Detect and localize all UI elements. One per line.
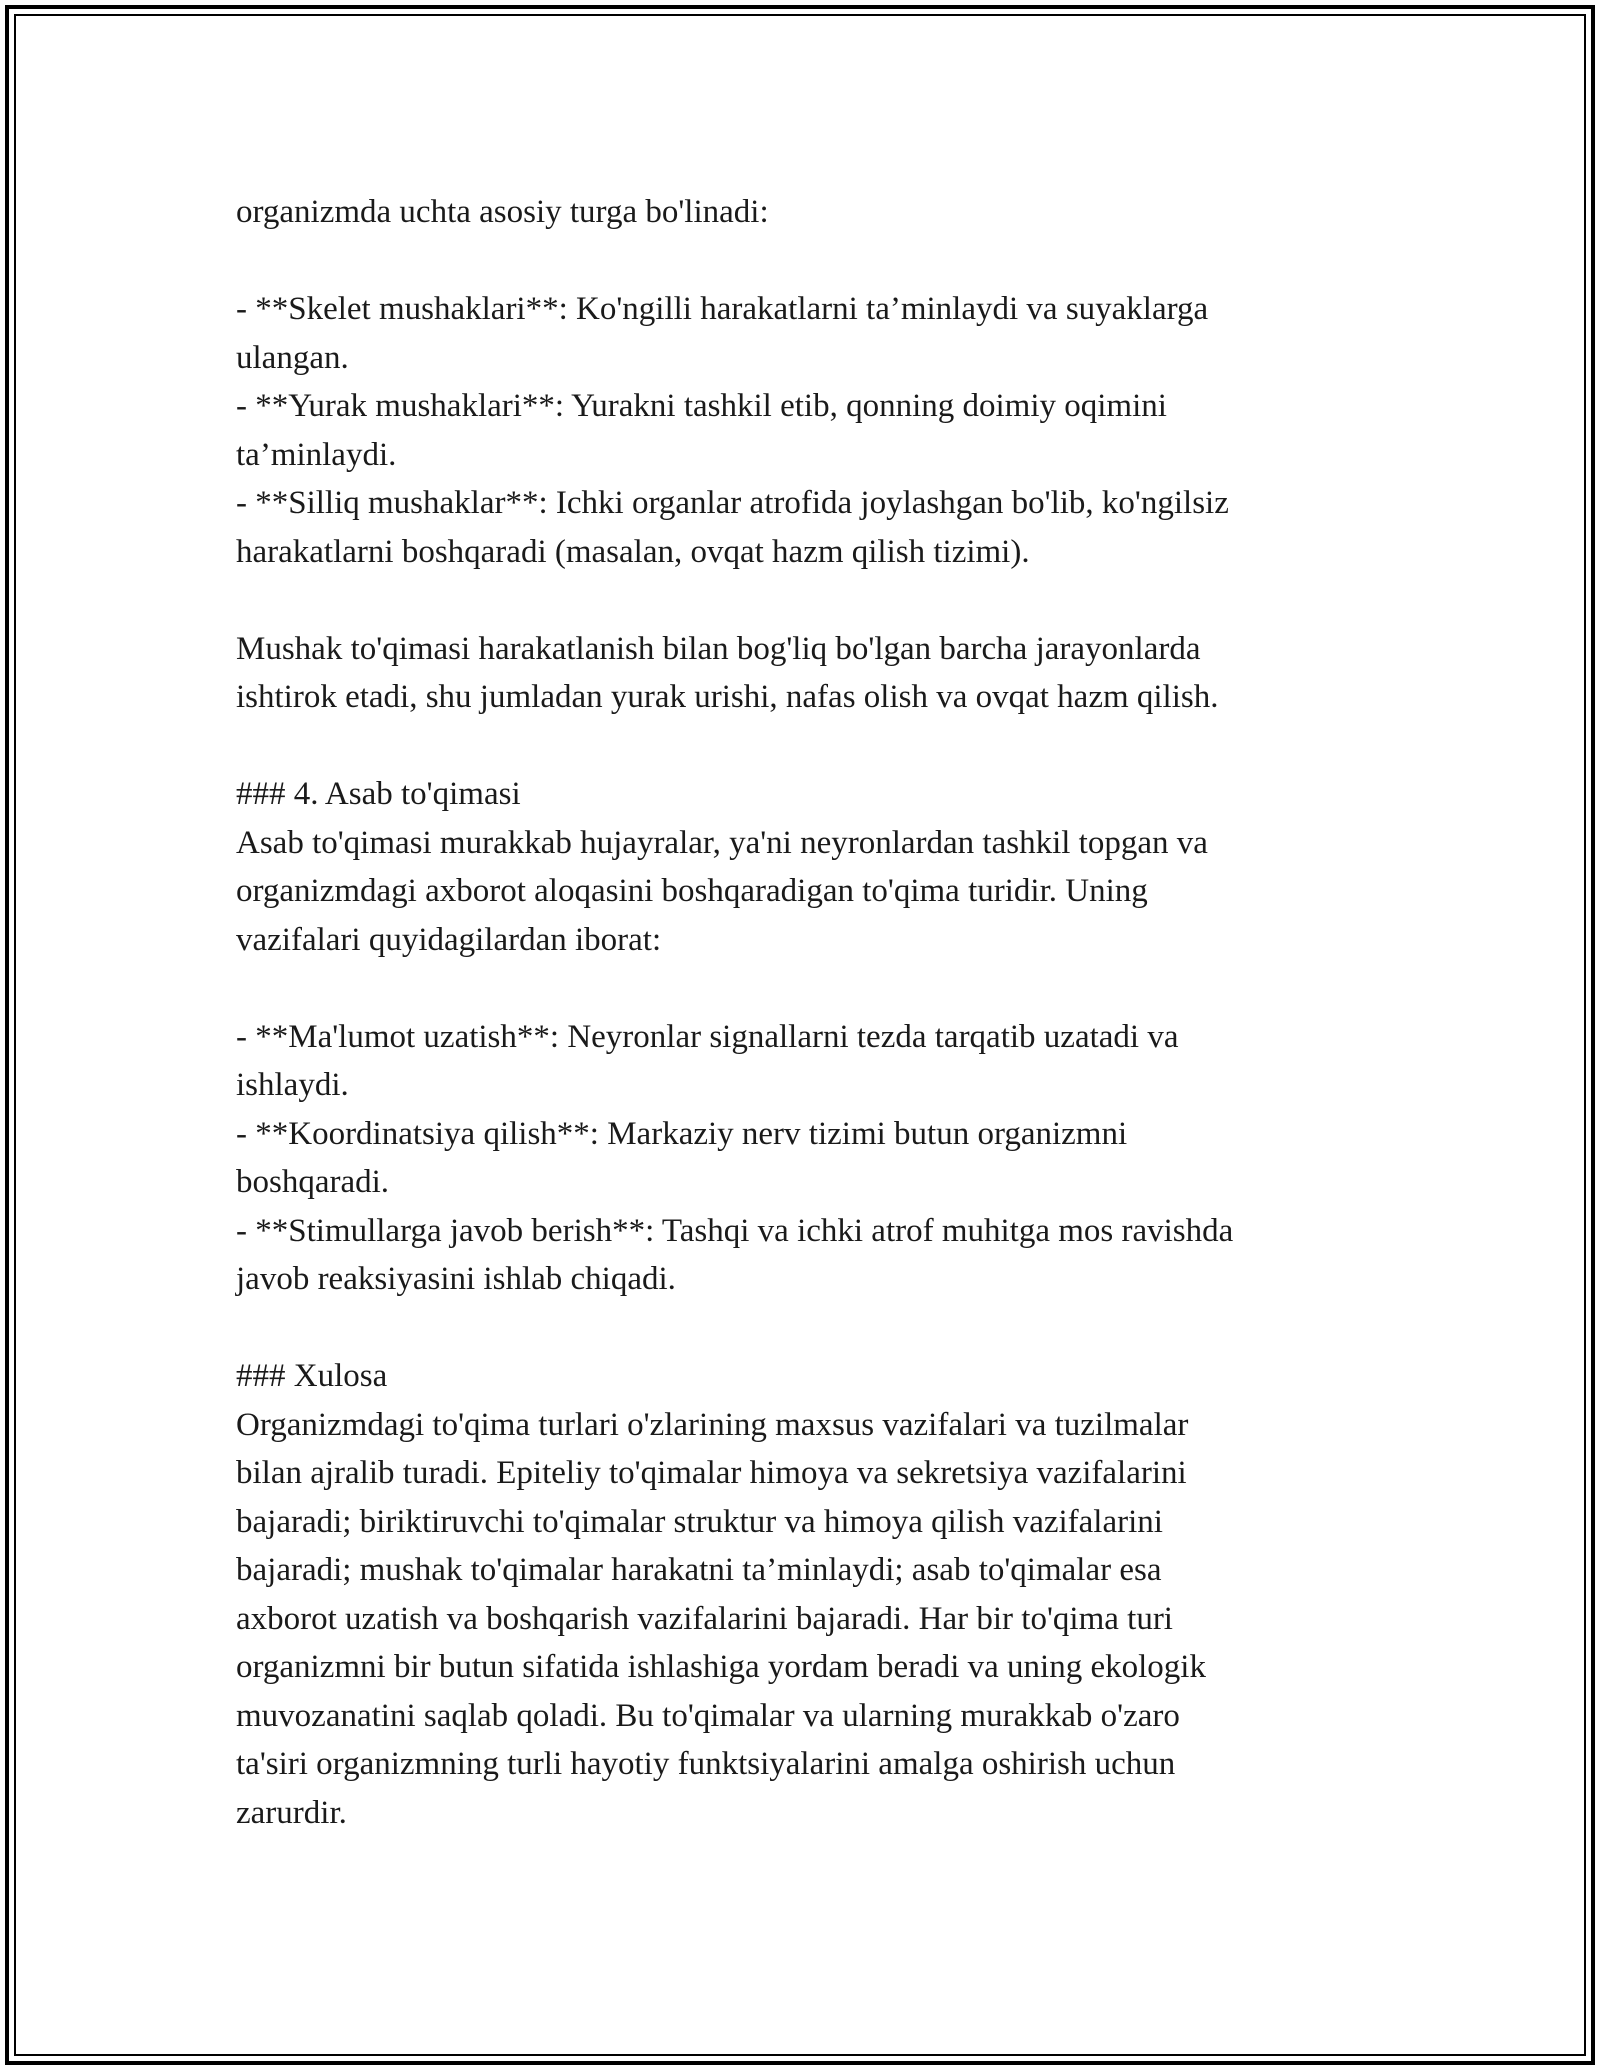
paragraph-gap <box>236 964 1366 1013</box>
section-heading: ### 4. Asab to'qimasi <box>236 776 521 812</box>
list-item-line: ta’minlaydi. <box>236 436 397 473</box>
list-item-line: boshqaradi. <box>236 1164 390 1200</box>
list-item-line: - **Ma'lumot uzatish**: Neyronlar signallarni tezda tarqatib uzatadi va <box>236 1018 1179 1055</box>
section-asab <box>236 770 1366 964</box>
paragraph-line: vazifalari quyidagilardan iborat: <box>236 921 662 958</box>
list-item-line: harakatlarni boshqaradi (masalan, ovqat hazm qilish tizimi). <box>236 533 1030 570</box>
list-item-line: - **Yurak mushaklari**: Yurakni tashkil etib, qonning doimiy oqimini <box>236 388 1167 424</box>
muscle-types-list <box>236 285 1366 576</box>
paragraph-line: axborot uzatish va boshqarish vazifalarini bajaradi. Har bir to'qima turi <box>236 1600 1173 1637</box>
muscle-summary-paragraph <box>236 625 1366 722</box>
paragraph-gap <box>236 576 1366 625</box>
list-item-stimullar <box>236 1207 1366 1304</box>
paragraph-line: muvozanatini saqlab qoladi. Bu to'qimalar va ularning murakkab o'zaro <box>236 1697 1180 1734</box>
section-heading: ### Xulosa <box>236 1358 388 1394</box>
paragraph-line: ta'siri organizmning turli hayotiy funktsiyalarini amalga oshirish uchun <box>236 1746 1176 1782</box>
list-item-malumot <box>236 1013 1366 1110</box>
intro-paragraph <box>236 188 1366 237</box>
paragraph-gap <box>236 237 1366 286</box>
list-item-silliq <box>236 479 1366 576</box>
list-item-line: ulangan. <box>236 339 349 376</box>
paragraph-line: bajaradi; biriktiruvchi to'qimalar struktur va himoya qilish vazifalarini <box>236 1503 1163 1540</box>
list-item-line: - **Koordinatsiya qilish**: Markaziy nerv tizimi butun organizmni <box>236 1115 1128 1152</box>
list-item-yurak <box>236 382 1366 479</box>
list-item-skelet <box>236 285 1366 382</box>
list-item-koordinatsiya <box>236 1110 1366 1207</box>
paragraph-line: organizmni bir butun sifatida ishlashiga yordam beradi va uning ekologik <box>236 1649 1206 1685</box>
paragraph-line: bilan ajralib turadi. Epiteliy to'qimalar himoya va sekretsiya vazifalarini <box>236 1455 1187 1491</box>
list-item-line: - **Stimullarga javob berish**: Tashqi va ichki atrof muhitga mos ravishda <box>236 1212 1234 1249</box>
paragraph-line: Asab to'qimasi murakkab hujayralar, ya'ni neyronlardan tashkil topgan va <box>236 824 1208 861</box>
list-item-line: - **Silliq mushaklar**: Ichki organlar atrofida joylashgan bo'lib, ko'ngilsiz <box>236 485 1229 521</box>
list-item-line: javob reaksiyasini ishlab chiqadi. <box>236 1261 676 1297</box>
list-item-line: - **Skelet mushaklari**: Ko'ngilli harakatlarni ta’minlaydi va suyaklarga <box>236 291 1209 327</box>
intro-line: organizmda uchta asosiy turga bo'linadi: <box>236 194 769 230</box>
paragraph-line: bajaradi; mushak to'qimalar harakatni ta’minlaydi; asab to'qimalar esa <box>236 1552 1162 1588</box>
nerve-functions-list <box>236 1013 1366 1304</box>
paragraph-line: Organizmdagi to'qima turlari o'zlarining maxsus vazifalari va tuzilmalar <box>236 1406 1189 1443</box>
paragraph-line: zarurdir. <box>236 1794 347 1831</box>
paragraph-line: ishtirok etadi, shu jumladan yurak urishi, nafas olish va ovqat hazm qilish. <box>236 679 1219 715</box>
list-item-line: ishlaydi. <box>236 1067 349 1103</box>
section-xulosa <box>236 1352 1366 1837</box>
paragraph-gap <box>236 722 1366 771</box>
paragraph-gap <box>236 1304 1366 1353</box>
document-body <box>236 188 1366 1837</box>
paragraph-line: organizmdagi axborot aloqasini boshqaradigan to'qima turidir. Uning <box>236 873 1148 909</box>
paragraph-line: Mushak to'qimasi harakatlanish bilan bog'liq bo'lgan barcha jarayonlarda <box>236 630 1201 667</box>
